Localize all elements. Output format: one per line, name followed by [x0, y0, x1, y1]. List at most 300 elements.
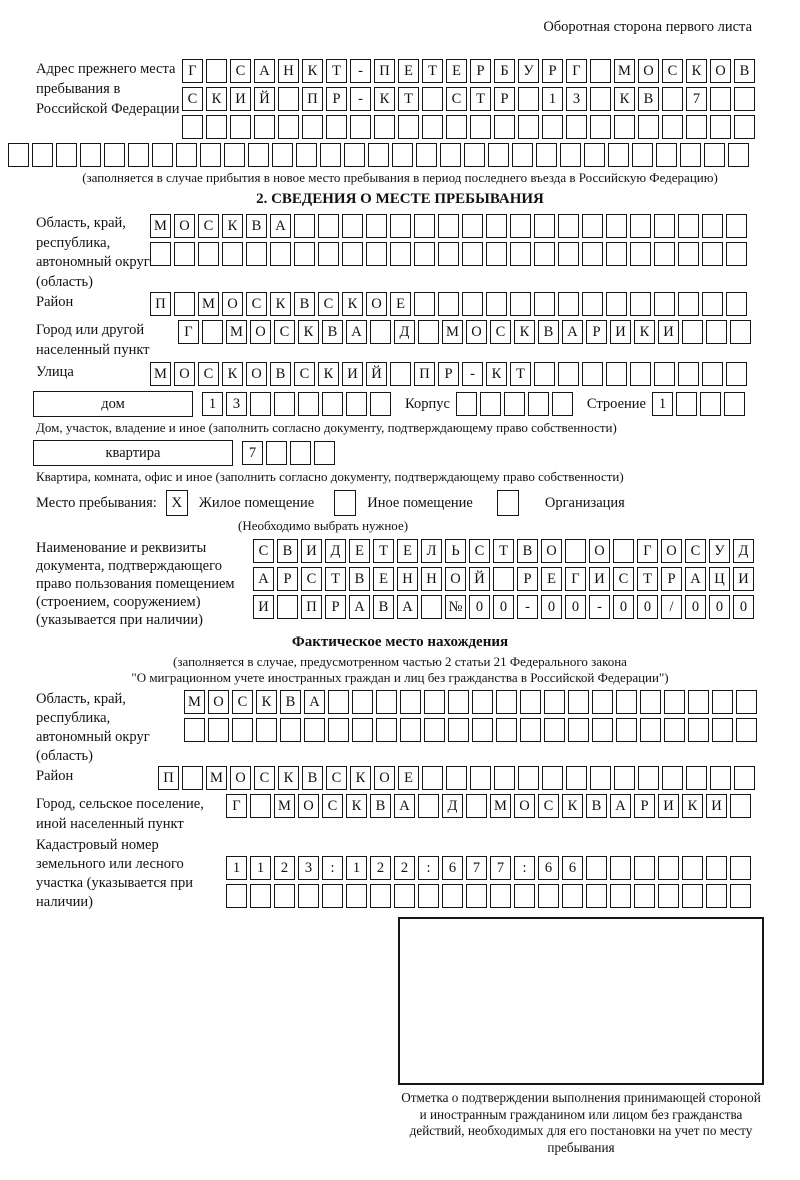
char-cell[interactable]: О — [374, 766, 395, 790]
char-cell[interactable]: В — [280, 690, 301, 714]
char-cell[interactable]: И — [342, 362, 363, 386]
char-cell[interactable]: П — [414, 362, 435, 386]
char-cell[interactable] — [462, 292, 483, 316]
char-cell[interactable]: О — [246, 362, 267, 386]
actual-city-row[interactable] — [226, 794, 751, 818]
char-cell[interactable] — [662, 87, 683, 111]
char-cell[interactable] — [352, 690, 373, 714]
char-cell[interactable] — [414, 292, 435, 316]
char-cell[interactable]: К — [278, 766, 299, 790]
char-cell[interactable] — [272, 143, 293, 167]
char-cell[interactable] — [700, 392, 721, 416]
char-cell[interactable] — [702, 292, 723, 316]
char-cell[interactable] — [8, 143, 29, 167]
char-cell[interactable]: 2 — [370, 856, 391, 880]
char-cell[interactable]: М — [206, 766, 227, 790]
char-cell[interactable]: Г — [637, 539, 658, 563]
char-cell[interactable] — [182, 115, 203, 139]
char-cell[interactable]: С — [198, 214, 219, 238]
char-cell[interactable] — [346, 884, 367, 908]
char-cell[interactable]: В — [302, 766, 323, 790]
char-cell[interactable]: И — [610, 320, 631, 344]
char-cell[interactable] — [528, 392, 549, 416]
char-cell[interactable]: К — [374, 87, 395, 111]
char-cell[interactable] — [370, 884, 391, 908]
char-cell[interactable] — [510, 242, 531, 266]
char-cell[interactable] — [344, 143, 365, 167]
char-cell[interactable] — [206, 59, 227, 83]
prev-address-row-2[interactable] — [182, 87, 755, 111]
char-cell[interactable]: П — [374, 59, 395, 83]
char-cell[interactable] — [734, 115, 755, 139]
char-cell[interactable] — [416, 143, 437, 167]
char-cell[interactable] — [730, 884, 751, 908]
char-cell[interactable]: К — [634, 320, 655, 344]
char-cell[interactable]: В — [294, 292, 315, 316]
char-cell[interactable]: 2 — [274, 856, 295, 880]
char-cell[interactable] — [326, 115, 347, 139]
char-cell[interactable] — [610, 884, 631, 908]
char-cell[interactable] — [542, 115, 563, 139]
char-cell[interactable] — [613, 539, 634, 563]
char-cell[interactable] — [294, 242, 315, 266]
char-cell[interactable] — [534, 242, 555, 266]
char-cell[interactable] — [686, 766, 707, 790]
char-cell[interactable] — [250, 794, 271, 818]
char-cell[interactable] — [368, 143, 389, 167]
char-cell[interactable] — [496, 718, 517, 742]
char-cell[interactable] — [568, 718, 589, 742]
char-cell[interactable]: М — [198, 292, 219, 316]
char-cell[interactable] — [226, 884, 247, 908]
char-cell[interactable] — [421, 595, 442, 619]
char-cell[interactable] — [278, 87, 299, 111]
char-cell[interactable] — [582, 292, 603, 316]
char-cell[interactable]: К — [614, 87, 635, 111]
char-cell[interactable]: Г — [178, 320, 199, 344]
char-cell[interactable]: 6 — [442, 856, 463, 880]
char-cell[interactable] — [634, 884, 655, 908]
char-cell[interactable] — [202, 320, 223, 344]
char-cell[interactable] — [322, 392, 343, 416]
char-cell[interactable]: В — [246, 214, 267, 238]
char-cell[interactable] — [538, 884, 559, 908]
char-cell[interactable]: П — [158, 766, 179, 790]
char-cell[interactable]: 1 — [652, 392, 673, 416]
char-cell[interactable] — [616, 690, 637, 714]
char-cell[interactable] — [662, 115, 683, 139]
char-cell[interactable] — [664, 718, 685, 742]
char-cell[interactable] — [250, 884, 271, 908]
char-cell[interactable]: С — [613, 567, 634, 591]
char-cell[interactable]: А — [254, 59, 275, 83]
char-cell[interactable] — [182, 766, 203, 790]
char-cell[interactable] — [390, 214, 411, 238]
char-cell[interactable] — [520, 718, 541, 742]
char-cell[interactable] — [590, 87, 611, 111]
char-cell[interactable] — [374, 115, 395, 139]
char-cell[interactable] — [712, 718, 733, 742]
char-cell[interactable] — [678, 292, 699, 316]
char-cell[interactable] — [424, 718, 445, 742]
char-cell[interactable] — [688, 690, 709, 714]
char-cell[interactable]: М — [490, 794, 511, 818]
char-cell[interactable]: 1 — [250, 856, 271, 880]
char-cell[interactable]: О — [366, 292, 387, 316]
char-cell[interactable] — [376, 690, 397, 714]
char-cell[interactable] — [176, 143, 197, 167]
char-cell[interactable]: 3 — [566, 87, 587, 111]
char-cell[interactable] — [174, 242, 195, 266]
char-cell[interactable] — [512, 143, 533, 167]
char-cell[interactable]: С — [469, 539, 490, 563]
char-cell[interactable] — [418, 320, 439, 344]
char-cell[interactable] — [590, 766, 611, 790]
char-cell[interactable]: - — [462, 362, 483, 386]
char-cell[interactable]: О — [222, 292, 243, 316]
char-cell[interactable] — [442, 884, 463, 908]
char-cell[interactable] — [438, 214, 459, 238]
char-cell[interactable]: Б — [494, 59, 515, 83]
char-cell[interactable]: С — [538, 794, 559, 818]
char-cell[interactable] — [350, 115, 371, 139]
char-cell[interactable]: 1 — [542, 87, 563, 111]
char-cell[interactable] — [480, 392, 501, 416]
char-cell[interactable]: Р — [634, 794, 655, 818]
char-cell[interactable] — [726, 242, 747, 266]
district-row[interactable] — [150, 292, 747, 316]
char-cell[interactable]: Р — [325, 595, 346, 619]
char-cell[interactable] — [688, 718, 709, 742]
char-cell[interactable] — [534, 362, 555, 386]
char-cell[interactable] — [706, 320, 727, 344]
char-cell[interactable]: П — [150, 292, 171, 316]
char-cell[interactable]: Г — [182, 59, 203, 83]
char-cell[interactable] — [568, 690, 589, 714]
char-cell[interactable] — [290, 441, 311, 465]
char-cell[interactable] — [438, 292, 459, 316]
char-cell[interactable] — [270, 242, 291, 266]
char-cell[interactable] — [424, 690, 445, 714]
char-cell[interactable]: К — [514, 320, 535, 344]
char-cell[interactable]: 7 — [242, 441, 263, 465]
char-cell[interactable] — [440, 143, 461, 167]
char-cell[interactable] — [342, 242, 363, 266]
char-cell[interactable] — [470, 115, 491, 139]
char-cell[interactable] — [634, 856, 655, 880]
char-cell[interactable]: С — [232, 690, 253, 714]
char-cell[interactable] — [734, 766, 755, 790]
char-cell[interactable] — [582, 362, 603, 386]
char-cell[interactable] — [606, 292, 627, 316]
char-cell[interactable]: К — [350, 766, 371, 790]
char-cell[interactable] — [706, 856, 727, 880]
char-cell[interactable] — [422, 115, 443, 139]
char-cell[interactable] — [342, 214, 363, 238]
stroenie-cells[interactable] — [652, 392, 745, 416]
char-cell[interactable]: Т — [510, 362, 531, 386]
char-cell[interactable]: А — [685, 567, 706, 591]
char-cell[interactable] — [80, 143, 101, 167]
char-cell[interactable]: У — [709, 539, 730, 563]
char-cell[interactable] — [606, 362, 627, 386]
char-cell[interactable]: О — [638, 59, 659, 83]
char-cell[interactable]: 0 — [541, 595, 562, 619]
char-cell[interactable] — [552, 392, 573, 416]
char-cell[interactable] — [174, 292, 195, 316]
char-cell[interactable]: 6 — [562, 856, 583, 880]
char-cell[interactable] — [510, 214, 531, 238]
char-cell[interactable]: Д — [442, 794, 463, 818]
char-cell[interactable] — [710, 766, 731, 790]
char-cell[interactable] — [614, 115, 635, 139]
char-cell[interactable]: Д — [733, 539, 754, 563]
char-cell[interactable]: Р — [494, 87, 515, 111]
char-cell[interactable]: Р — [542, 59, 563, 83]
char-cell[interactable] — [654, 362, 675, 386]
char-cell[interactable] — [294, 214, 315, 238]
char-cell[interactable] — [488, 143, 509, 167]
char-cell[interactable] — [370, 320, 391, 344]
char-cell[interactable]: О — [230, 766, 251, 790]
char-cell[interactable]: С — [446, 87, 467, 111]
char-cell[interactable] — [726, 214, 747, 238]
char-cell[interactable]: О — [174, 362, 195, 386]
char-cell[interactable]: : — [418, 856, 439, 880]
actual-region-row-2[interactable] — [184, 718, 757, 742]
char-cell[interactable]: К — [206, 87, 227, 111]
char-cell[interactable]: С — [326, 766, 347, 790]
char-cell[interactable] — [565, 539, 586, 563]
char-cell[interactable] — [592, 690, 613, 714]
char-cell[interactable] — [494, 766, 515, 790]
char-cell[interactable] — [710, 87, 731, 111]
char-cell[interactable]: О — [174, 214, 195, 238]
char-cell[interactable]: С — [254, 766, 275, 790]
char-cell[interactable] — [712, 690, 733, 714]
char-cell[interactable]: С — [662, 59, 683, 83]
char-cell[interactable] — [346, 392, 367, 416]
char-cell[interactable] — [518, 766, 539, 790]
char-cell[interactable] — [370, 392, 391, 416]
checkbox-inoe[interactable] — [334, 490, 356, 516]
char-cell[interactable]: Е — [398, 59, 419, 83]
char-cell[interactable]: 0 — [613, 595, 634, 619]
char-cell[interactable] — [566, 115, 587, 139]
checkbox-organizaciya[interactable] — [497, 490, 519, 516]
char-cell[interactable]: Р — [470, 59, 491, 83]
char-cell[interactable] — [678, 362, 699, 386]
char-cell[interactable] — [246, 242, 267, 266]
char-cell[interactable]: В — [277, 539, 298, 563]
char-cell[interactable] — [592, 718, 613, 742]
char-cell[interactable]: Е — [398, 766, 419, 790]
char-cell[interactable] — [610, 856, 631, 880]
char-cell[interactable]: 0 — [709, 595, 730, 619]
char-cell[interactable] — [280, 718, 301, 742]
char-cell[interactable]: С — [230, 59, 251, 83]
document-row-3[interactable] — [253, 595, 754, 619]
char-cell[interactable]: 0 — [637, 595, 658, 619]
char-cell[interactable] — [322, 884, 343, 908]
char-cell[interactable]: А — [346, 320, 367, 344]
char-cell[interactable]: Й — [254, 87, 275, 111]
char-cell[interactable] — [392, 143, 413, 167]
checkbox-zhiloe[interactable]: X — [166, 490, 188, 516]
char-cell[interactable]: И — [658, 794, 679, 818]
char-cell[interactable]: Е — [390, 292, 411, 316]
char-cell[interactable] — [710, 115, 731, 139]
char-cell[interactable]: В — [638, 87, 659, 111]
apartment-cells[interactable] — [242, 441, 335, 465]
char-cell[interactable] — [56, 143, 77, 167]
char-cell[interactable] — [128, 143, 149, 167]
char-cell[interactable]: К — [222, 214, 243, 238]
char-cell[interactable] — [702, 214, 723, 238]
char-cell[interactable] — [152, 143, 173, 167]
char-cell[interactable] — [414, 214, 435, 238]
char-cell[interactable] — [32, 143, 53, 167]
char-cell[interactable] — [586, 856, 607, 880]
char-cell[interactable]: М — [226, 320, 247, 344]
char-cell[interactable] — [438, 242, 459, 266]
char-cell[interactable]: С — [294, 362, 315, 386]
char-cell[interactable]: 3 — [298, 856, 319, 880]
document-row-1[interactable] — [253, 539, 754, 563]
char-cell[interactable]: М — [442, 320, 463, 344]
char-cell[interactable]: - — [350, 87, 371, 111]
char-cell[interactable]: А — [397, 595, 418, 619]
char-cell[interactable]: 7 — [686, 87, 707, 111]
char-cell[interactable]: К — [298, 320, 319, 344]
char-cell[interactable]: Д — [325, 539, 346, 563]
char-cell[interactable]: 1 — [226, 856, 247, 880]
actual-region-row-1[interactable] — [184, 690, 757, 714]
char-cell[interactable] — [518, 115, 539, 139]
char-cell[interactable]: А — [610, 794, 631, 818]
char-cell[interactable]: Н — [421, 567, 442, 591]
char-cell[interactable]: С — [490, 320, 511, 344]
char-cell[interactable]: О — [514, 794, 535, 818]
char-cell[interactable] — [514, 884, 535, 908]
char-cell[interactable] — [702, 242, 723, 266]
char-cell[interactable]: С — [274, 320, 295, 344]
char-cell[interactable]: С — [301, 567, 322, 591]
char-cell[interactable]: К — [302, 59, 323, 83]
prev-address-row-1[interactable] — [182, 59, 755, 83]
char-cell[interactable]: В — [586, 794, 607, 818]
char-cell[interactable] — [390, 362, 411, 386]
char-cell[interactable] — [470, 766, 491, 790]
char-cell[interactable] — [638, 115, 659, 139]
char-cell[interactable] — [640, 690, 661, 714]
char-cell[interactable]: : — [322, 856, 343, 880]
char-cell[interactable]: Т — [326, 59, 347, 83]
char-cell[interactable] — [654, 242, 675, 266]
char-cell[interactable]: 2 — [394, 856, 415, 880]
char-cell[interactable] — [232, 718, 253, 742]
char-cell[interactable] — [414, 242, 435, 266]
char-cell[interactable] — [606, 242, 627, 266]
char-cell[interactable] — [266, 441, 287, 465]
char-cell[interactable] — [558, 242, 579, 266]
char-cell[interactable] — [490, 884, 511, 908]
char-cell[interactable]: В — [370, 794, 391, 818]
char-cell[interactable]: О — [250, 320, 271, 344]
char-cell[interactable]: Т — [493, 539, 514, 563]
char-cell[interactable] — [366, 242, 387, 266]
char-cell[interactable]: И — [589, 567, 610, 591]
char-cell[interactable] — [328, 718, 349, 742]
char-cell[interactable] — [616, 718, 637, 742]
char-cell[interactable] — [728, 143, 749, 167]
char-cell[interactable]: О — [710, 59, 731, 83]
char-cell[interactable]: М — [184, 690, 205, 714]
char-cell[interactable]: Ц — [709, 567, 730, 591]
char-cell[interactable] — [678, 214, 699, 238]
char-cell[interactable] — [296, 143, 317, 167]
char-cell[interactable] — [608, 143, 629, 167]
region-row-1[interactable] — [150, 214, 747, 238]
char-cell[interactable]: В — [538, 320, 559, 344]
char-cell[interactable]: И — [301, 539, 322, 563]
char-cell[interactable] — [730, 794, 751, 818]
char-cell[interactable] — [606, 214, 627, 238]
char-cell[interactable] — [456, 392, 477, 416]
char-cell[interactable]: 0 — [565, 595, 586, 619]
char-cell[interactable] — [520, 690, 541, 714]
char-cell[interactable] — [504, 392, 525, 416]
char-cell[interactable] — [422, 87, 443, 111]
char-cell[interactable] — [510, 292, 531, 316]
char-cell[interactable] — [682, 884, 703, 908]
char-cell[interactable]: Р — [586, 320, 607, 344]
char-cell[interactable] — [398, 115, 419, 139]
char-cell[interactable]: Е — [397, 539, 418, 563]
char-cell[interactable] — [318, 242, 339, 266]
char-cell[interactable] — [224, 143, 245, 167]
char-cell[interactable]: 0 — [469, 595, 490, 619]
char-cell[interactable]: Т — [325, 567, 346, 591]
char-cell[interactable]: С — [253, 539, 274, 563]
char-cell[interactable]: М — [150, 214, 171, 238]
char-cell[interactable] — [656, 143, 677, 167]
char-cell[interactable] — [472, 718, 493, 742]
city-row[interactable] — [178, 320, 751, 344]
char-cell[interactable]: Г — [565, 567, 586, 591]
char-cell[interactable]: А — [304, 690, 325, 714]
char-cell[interactable] — [558, 292, 579, 316]
char-cell[interactable]: Т — [470, 87, 491, 111]
char-cell[interactable] — [726, 362, 747, 386]
char-cell[interactable] — [558, 214, 579, 238]
char-cell[interactable]: О — [661, 539, 682, 563]
char-cell[interactable]: О — [445, 567, 466, 591]
char-cell[interactable]: О — [589, 539, 610, 563]
char-cell[interactable] — [676, 392, 697, 416]
char-cell[interactable]: Ь — [445, 539, 466, 563]
char-cell[interactable] — [682, 320, 703, 344]
char-cell[interactable]: Е — [373, 567, 394, 591]
char-cell[interactable] — [278, 115, 299, 139]
char-cell[interactable] — [654, 214, 675, 238]
char-cell[interactable]: Й — [366, 362, 387, 386]
char-cell[interactable] — [222, 242, 243, 266]
char-cell[interactable]: Е — [541, 567, 562, 591]
char-cell[interactable]: С — [182, 87, 203, 111]
char-cell[interactable] — [586, 884, 607, 908]
char-cell[interactable] — [724, 392, 745, 416]
